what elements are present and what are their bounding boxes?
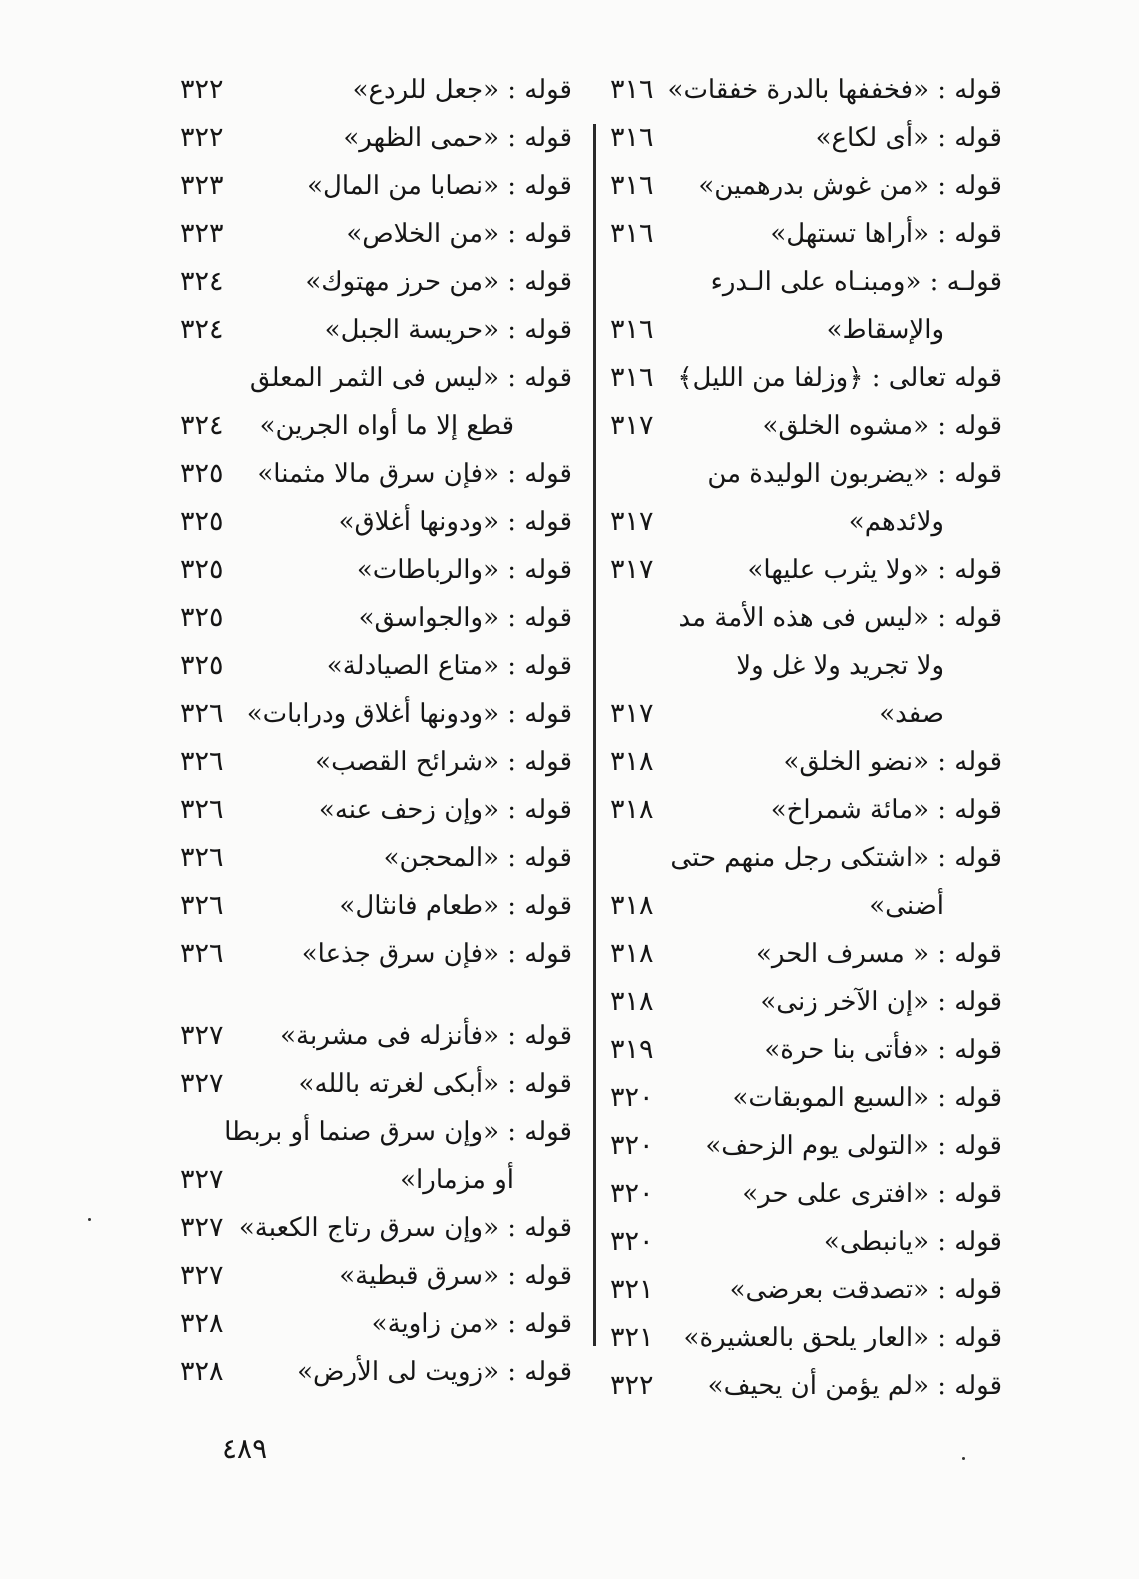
entry-page-number: ٣٢٧ (180, 1212, 224, 1243)
entry-spacer (180, 980, 572, 1014)
entry-text-continued: أضنى» ٣١٨ (610, 884, 1002, 932)
index-entry (610, 116, 1002, 164)
index-entry (610, 452, 1002, 548)
entry-page-number: ٣٢٢ (180, 74, 224, 105)
entry-text: قوله : «شرائح القصب» ٣٢٦ (180, 740, 572, 788)
entry-page-number: ٣٢٥ (180, 602, 224, 633)
index-entry (180, 884, 572, 932)
index-entry (180, 548, 572, 596)
index-entry (180, 1350, 572, 1398)
entry-text: قوله : «فأنزله فى مشربة» ٣٢٧ (180, 1014, 572, 1062)
index-entry (610, 1364, 1002, 1412)
entry-page-number: ٣٢٨ (180, 1308, 224, 1339)
index-entry (610, 788, 1002, 836)
entry-page-number: ٣٢٥ (180, 458, 224, 489)
entry-page-number: ٣٢٠ (610, 1082, 654, 1113)
index-entry (610, 356, 1002, 404)
entry-text: قوله : «وإن زحف عنه» ٣٢٦ (180, 788, 572, 836)
index-entry (180, 692, 572, 740)
entry-page-number: ٣١٦ (610, 314, 654, 345)
entry-text: قوله : «نضو الخلق» ٣١٨ (610, 740, 1002, 788)
entry-text: قوله : «يضربون الوليدة من (707, 459, 1002, 489)
entry-page-number: ٣١٨ (610, 794, 654, 825)
index-entry (180, 356, 572, 452)
entry-page-number: ٣١٧ (610, 506, 654, 537)
index-entry (180, 644, 572, 692)
entry-page-number: ٣٢٥ (180, 554, 224, 585)
index-entry (180, 1062, 572, 1110)
index-entry (180, 164, 572, 212)
entry-text: قوله : «حمى الظهر» ٣٢٢ (180, 116, 572, 164)
index-entry (180, 452, 572, 500)
entry-page-number: ٣٢٢ (610, 1370, 654, 1401)
entry-text: قوله : «أراها تستهل» ٣١٦ (610, 212, 1002, 260)
index-entry (180, 740, 572, 788)
entry-text: قوله : «لم يؤمن أن يحيف» ٣٢٢ (610, 1364, 1002, 1412)
entry-page-number: ٣٢٠ (610, 1226, 654, 1257)
entry-text: قوله : «ليس فى هذه الأمة مد (678, 603, 1002, 633)
entry-text: قوله : «جعل للردع» ٣٢٢ (180, 68, 572, 116)
index-entry (180, 1110, 572, 1206)
index-entry (610, 836, 1002, 932)
index-entry (610, 212, 1002, 260)
page-number: ٤٨٩ (222, 1432, 268, 1465)
entry-page-number: ٣٢٤ (180, 314, 224, 345)
entry-text: قوله : «ليس فى الثمر المعلق (249, 363, 572, 393)
entry-text-continued: صفد» ٣١٧ (610, 692, 1002, 740)
entry-text: قوله : «مائة شمراخ» ٣١٨ (610, 788, 1002, 836)
entry-text: قوله : «والجواسق» ٣٢٥ (180, 596, 572, 644)
index-entry (180, 212, 572, 260)
column-divider (593, 124, 596, 1346)
entry-text: قوله : «ودونها أغلاق» ٣٢٥ (180, 500, 572, 548)
entry-text: قوله : «فإن سرق مالا مثمنا» ٣٢٥ (180, 452, 572, 500)
entry-text: قوله : «فإن سرق جذعا» ٣٢٦ (180, 932, 572, 980)
entry-page-number: ٣٢٥ (180, 650, 224, 681)
index-column-left (180, 68, 572, 1398)
index-entry (610, 1220, 1002, 1268)
entry-text: قوله : «السبع الموبقات» ٣٢٠ (610, 1076, 1002, 1124)
entry-text: قوله : «إن الآخر زنى» ٣١٨ (610, 980, 1002, 1028)
entry-page-number: ٣١٦ (610, 170, 654, 201)
entry-page-number: ٣١٨ (610, 746, 654, 777)
entry-text: قوله : «المحجن» ٣٢٦ (180, 836, 572, 884)
entry-page-number: ٣٢٤ (180, 410, 224, 441)
entry-page-number: ٣٢٧ (180, 1020, 224, 1051)
entry-page-number: ٣٢١ (610, 1274, 654, 1305)
entry-page-number: ٣٢٦ (180, 842, 224, 873)
entry-page-number: ٣٢٧ (180, 1164, 224, 1195)
entry-text: قوله : «من غوش بدرهمين» ٣١٦ (610, 164, 1002, 212)
index-entry (610, 1316, 1002, 1364)
entry-text-continued: ولا تجريد ولا غل ولا (736, 651, 944, 681)
index-entry (180, 1014, 572, 1062)
entry-text: قوله : «وإن سرق رتاج الكعبة» ٣٢٧ (180, 1206, 572, 1254)
entry-page-number: ٣١٦ (610, 362, 654, 393)
entry-text: قوله : «يانبطى» ٣٢٠ (610, 1220, 1002, 1268)
entry-text: قولـه : «ومبنـاه على الـدرء (710, 267, 1002, 297)
print-speck (88, 1218, 91, 1221)
entry-page-number: ٣٢٥ (180, 506, 224, 537)
entry-text: قوله : «نصابا من المال» ٣٢٣ (180, 164, 572, 212)
entry-text: قوله تعالى : ﴿وزلفا من الليل﴾ ٣١٦ (610, 356, 1002, 404)
index-entry (610, 164, 1002, 212)
entry-page-number: ٣١٧ (610, 698, 654, 729)
entry-text: قوله : «حريسة الجبل» ٣٢٤ (180, 308, 572, 356)
entry-text-continued: قطع إلا ما أواه الجرين» ٣٢٤ (180, 404, 572, 452)
entry-text: قوله : «من حرز مهتوك» ٣٢٤ (180, 260, 572, 308)
index-entry (610, 1268, 1002, 1316)
entry-page-number: ٣٢٧ (180, 1260, 224, 1291)
entry-page-number: ٣١٦ (610, 122, 654, 153)
index-entry (180, 836, 572, 884)
entry-text: قوله : «مشوه الخلق» ٣١٧ (610, 404, 1002, 452)
index-entry (180, 788, 572, 836)
index-entry (180, 932, 572, 980)
entry-page-number: ٣٢٦ (180, 746, 224, 777)
entry-page-number: ٣١٦ (610, 74, 654, 105)
entry-text: قوله : «طعام فانثال» ٣٢٦ (180, 884, 572, 932)
index-entry (180, 260, 572, 308)
entry-page-number: ٣٢٦ (180, 938, 224, 969)
entry-text: قوله : «من الخلاص» ٣٢٣ (180, 212, 572, 260)
index-entry (610, 260, 1002, 356)
entry-page-number: ٣٢١ (610, 1322, 654, 1353)
index-entry (610, 404, 1002, 452)
index-column-right (610, 68, 1002, 1412)
entry-page-number: ٣١٧ (610, 554, 654, 585)
entry-page-number: ٣٢٨ (180, 1356, 224, 1387)
entry-page-number: ٣٢٦ (180, 698, 224, 729)
entry-text: قوله : «وإن سرق صنما أو بربطا (224, 1117, 572, 1147)
entry-page-number: ٣٢٧ (180, 1068, 224, 1099)
print-speck (962, 1457, 965, 1460)
index-entry (180, 116, 572, 164)
entry-text-continued: ولائدهم» ٣١٧ (610, 500, 1002, 548)
entry-text: قوله : «فأتى بنا حرة» ٣١٩ (610, 1028, 1002, 1076)
entry-text-continued: والإسقاط» ٣١٦ (610, 308, 1002, 356)
entry-text: قوله : «العار يلحق بالعشيرة» ٣٢١ (610, 1316, 1002, 1364)
index-entry (180, 1254, 572, 1302)
index-entry (180, 500, 572, 548)
index-entry (610, 1076, 1002, 1124)
index-entry (180, 308, 572, 356)
entry-text: قوله : «سرق قبطية» ٣٢٧ (180, 1254, 572, 1302)
entry-text: قوله : «متاع الصيادلة» ٣٢٥ (180, 644, 572, 692)
index-entry (180, 68, 572, 116)
index-entry (610, 1172, 1002, 1220)
entry-text-continued: أو مزمارا» ٣٢٧ (180, 1158, 572, 1206)
entry-page-number: ٣١٨ (610, 938, 654, 969)
entry-page-number: ٣٢٣ (180, 170, 224, 201)
entry-page-number: ٣٢٠ (610, 1130, 654, 1161)
index-entry (180, 596, 572, 644)
entry-text: قوله : «زويت لى الأرض» ٣٢٨ (180, 1350, 572, 1398)
entry-page-number: ٣١٨ (610, 986, 654, 1017)
entry-text: قوله : «والرباطات» ٣٢٥ (180, 548, 572, 596)
index-entry (610, 980, 1002, 1028)
entry-page-number: ٣٢٠ (610, 1178, 654, 1209)
index-entry (610, 740, 1002, 788)
entry-text: قوله : «ودونها أغلاق ودرابات» ٣٢٦ (180, 692, 572, 740)
entry-text: قوله : «افترى على حر» ٣٢٠ (610, 1172, 1002, 1220)
entry-page-number: ٣١٨ (610, 890, 654, 921)
entry-text: قوله : « مسرف الحر» ٣١٨ (610, 932, 1002, 980)
entry-text: قوله : «التولى يوم الزحف» ٣٢٠ (610, 1124, 1002, 1172)
entry-page-number: ٣١٧ (610, 410, 654, 441)
index-entry (180, 1206, 572, 1254)
entry-text: قوله : «أى لكاع» ٣١٦ (610, 116, 1002, 164)
index-entry (610, 1124, 1002, 1172)
entry-page-number: ٣١٦ (610, 218, 654, 249)
entry-page-number: ٣١٩ (610, 1034, 654, 1065)
index-entry (610, 68, 1002, 116)
index-entry (610, 932, 1002, 980)
index-entry (180, 1302, 572, 1350)
entry-text: قوله : «تصدقت بعرضى» ٣٢١ (610, 1268, 1002, 1316)
index-entry (610, 548, 1002, 596)
entry-text: قوله : «أبكى لغرته بالله» ٣٢٧ (180, 1062, 572, 1110)
entry-page-number: ٣٢٦ (180, 890, 224, 921)
entry-page-number: ٣٢٣ (180, 218, 224, 249)
entry-page-number: ٣٢٤ (180, 266, 224, 297)
entry-page-number: ٣٢٦ (180, 794, 224, 825)
index-entry (610, 1028, 1002, 1076)
entry-text: قوله : «اشتكى رجل منهم حتى (670, 843, 1002, 873)
entry-page-number: ٣٢٢ (180, 122, 224, 153)
entry-text: قوله : «فخففها بالدرة خفقات» ٣١٦ (610, 68, 1002, 116)
entry-text: قوله : «ولا يثرب عليها» ٣١٧ (610, 548, 1002, 596)
entry-text: قوله : «من زاوية» ٣٢٨ (180, 1302, 572, 1350)
index-entry (610, 596, 1002, 740)
